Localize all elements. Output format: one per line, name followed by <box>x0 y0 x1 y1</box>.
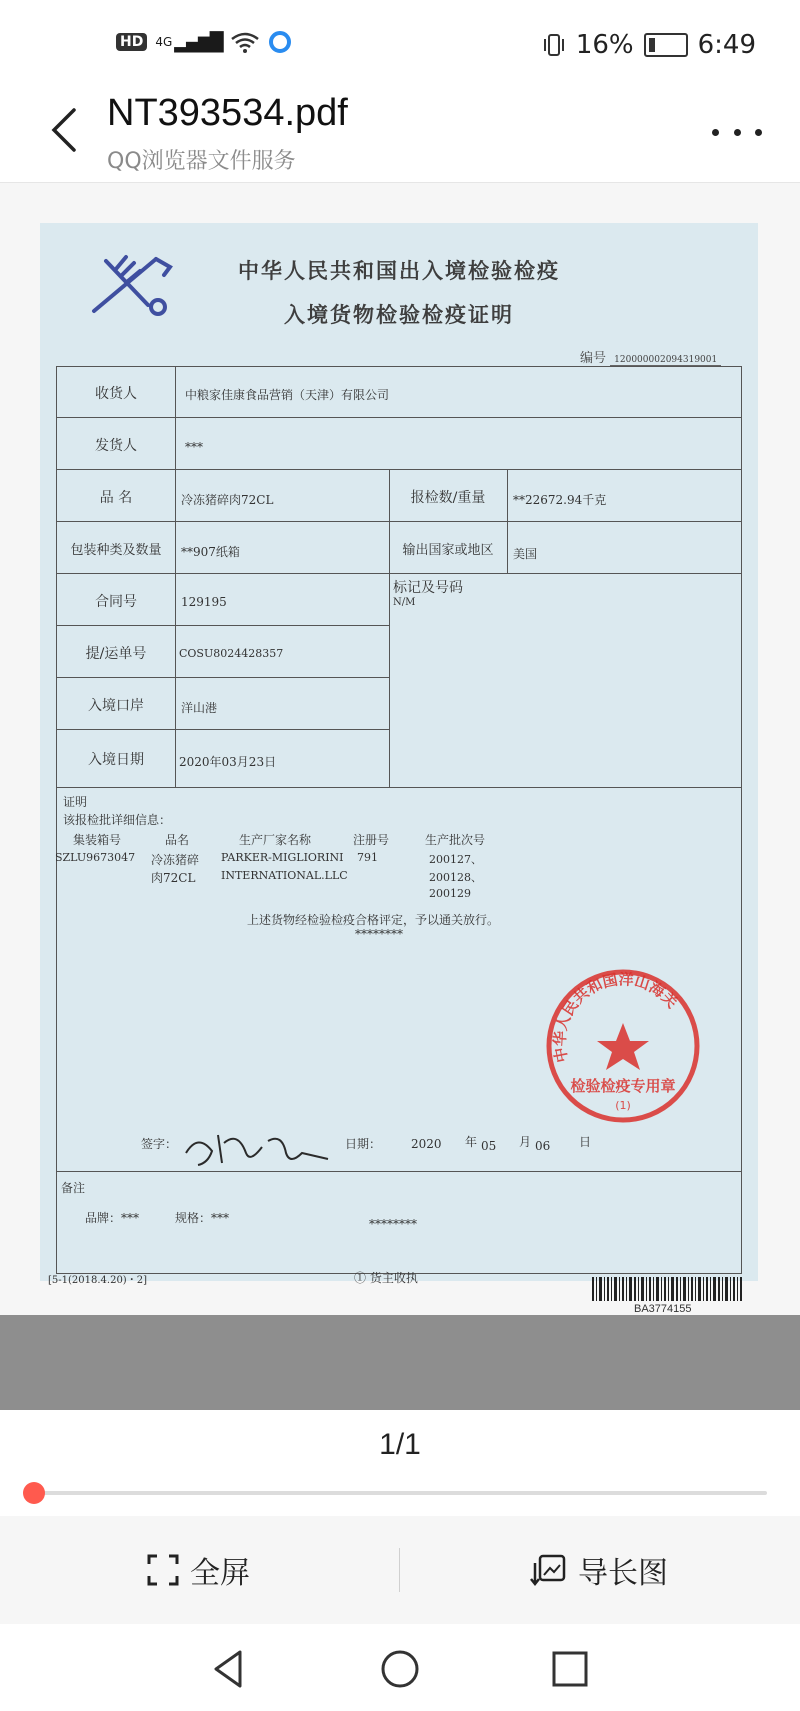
qq-browser-icon <box>268 30 292 54</box>
wifi-icon <box>230 31 260 53</box>
row-divider <box>57 417 741 418</box>
back-button[interactable] <box>44 100 84 160</box>
back-arrow-icon <box>44 100 84 160</box>
marks-value: N/M <box>393 597 416 608</box>
row-divider <box>57 573 741 574</box>
row-divider <box>57 521 741 522</box>
battery-icon <box>644 33 688 57</box>
port-label: 入境口岸 <box>88 698 144 714</box>
reg-no: 791 <box>357 851 378 864</box>
more-dot-icon <box>734 129 741 136</box>
toolbar-divider <box>399 1548 400 1592</box>
app-header <box>0 92 800 182</box>
consignor-value: *** <box>185 440 203 454</box>
fullscreen-button[interactable] <box>146 1516 250 1624</box>
nav-back-button[interactable] <box>204 1644 254 1694</box>
official-seal <box>538 961 708 1131</box>
col-maker-header: 生产厂家名称 <box>239 833 312 847</box>
col-batch-header: 生产批次号 <box>425 833 486 847</box>
copy-type: ① 货主收执 <box>354 1271 418 1285</box>
sign-label: 签字： <box>141 1137 178 1151</box>
pdf-viewer[interactable] <box>0 183 800 1315</box>
seal-text-bottom: 检验检疫专用章 <box>570 1077 676 1095</box>
batch-2: 200128、 <box>429 871 482 884</box>
handwritten-signature <box>178 1123 338 1171</box>
barcode-number: BA3774155 <box>634 1303 692 1315</box>
network-label: 4G <box>155 35 173 49</box>
batch-3: 200129 <box>429 887 471 900</box>
conclusion-text: 上述货物经检验检疫合格评定，予以通关放行。 <box>247 913 500 927</box>
page-slider-handle[interactable] <box>23 1482 45 1504</box>
more-dot-icon <box>755 129 762 136</box>
pdf-page <box>40 223 758 1315</box>
consignee-label: 收货人 <box>95 386 137 402</box>
battery-percent: 16% <box>575 30 634 60</box>
sign-day-unit: 日 <box>579 1135 592 1149</box>
cert-number <box>580 347 721 366</box>
more-dot-icon <box>712 129 719 136</box>
page-slider[interactable] <box>32 1491 767 1495</box>
row-divider <box>57 1171 741 1172</box>
row-divider <box>57 787 741 788</box>
consignee-value: 中粮家佳康食品营销（天津）有限公司 <box>185 388 390 402</box>
vibrate-icon <box>542 32 566 58</box>
hd-badge: HD <box>116 33 147 51</box>
nav-recents-icon <box>545 1644 595 1694</box>
sign-month: 05 <box>481 1139 497 1153</box>
signal-icon: ▂▄▆█ <box>174 31 222 53</box>
nav-recents-button[interactable] <box>545 1644 595 1694</box>
doc-title-line1: 中华人民共和国出入境检验检疫 <box>238 259 560 283</box>
proof-heading: 证明 <box>63 795 88 809</box>
col-reg-header: 注册号 <box>353 833 390 847</box>
goods-label: 品 名 <box>99 490 133 506</box>
seal-code: (1) <box>615 1099 631 1112</box>
form-code: [5-1(2018.4.20)・2] <box>48 1275 147 1286</box>
container-no: SZLU9673047 <box>55 851 136 864</box>
viewer-background <box>0 1315 800 1410</box>
remarks-spec: 规格：*** <box>175 1211 230 1225</box>
col-divider <box>175 367 176 787</box>
sign-date-label: 日期： <box>345 1137 382 1151</box>
nav-home-icon <box>375 1644 425 1694</box>
conclusion-stars: ******** <box>355 927 403 941</box>
fullscreen-icon <box>146 1553 180 1587</box>
maker-line1: PARKER-MIGLIORINI <box>221 851 344 864</box>
entry-date-value: 2020年03月23日 <box>179 755 277 769</box>
maker-line2: INTERNATIONAL.LLC <box>221 869 348 882</box>
cert-number-label: 编号 <box>580 351 607 366</box>
barcode-icon <box>592 1277 742 1301</box>
package-value: **907纸箱 <box>181 545 240 559</box>
port-value: 洋山港 <box>181 701 218 715</box>
remarks-stars: ******** <box>369 1217 417 1231</box>
package-label: 包装种类及数量 <box>70 543 162 558</box>
quantity-value: **22672.94千克 <box>513 493 607 507</box>
system-nav-bar <box>0 1624 800 1711</box>
doc-title-line2: 入境货物检验检疫证明 <box>284 303 514 327</box>
entry-date-label: 入境日期 <box>88 752 144 768</box>
col-container-header: 集装箱号 <box>73 833 122 847</box>
fullscreen-label: 全屏 <box>190 1556 250 1591</box>
origin-value: 美国 <box>513 547 538 561</box>
more-options-button[interactable] <box>712 122 762 142</box>
status-bar <box>0 0 800 92</box>
bottom-toolbar <box>0 1516 800 1624</box>
remarks-brand: 品牌：*** <box>85 1211 140 1225</box>
product-line2: 肉72CL <box>151 871 196 885</box>
nav-back-icon <box>204 1644 254 1694</box>
product-line1: 冷冻猪碎 <box>151 853 200 867</box>
goods-value: 冷冻猪碎肉72CL <box>181 493 274 507</box>
export-long-image-label: 导长图 <box>578 1556 668 1591</box>
origin-label: 输出国家或地区 <box>402 543 494 558</box>
row-divider <box>57 677 389 678</box>
sign-year-unit: 年 <box>465 1135 478 1149</box>
contract-value: 129195 <box>181 595 227 609</box>
contract-label: 合同号 <box>95 594 137 610</box>
bl-value: COSU8024428357 <box>179 647 284 660</box>
cert-number-value: 120000002094319001 <box>610 355 721 366</box>
nav-home-button[interactable] <box>375 1644 425 1694</box>
clock: 6:49 <box>697 30 756 60</box>
file-source: QQ浏览器文件服务 <box>107 149 296 174</box>
seal-text-top: 中华人民共和国洋山海关 <box>550 970 682 1064</box>
row-divider <box>57 469 741 470</box>
certificate-form <box>56 366 742 1274</box>
long-image-icon <box>530 1553 568 1587</box>
quantity-label: 报检数/重量 <box>410 490 486 506</box>
consignor-label: 发货人 <box>95 438 137 454</box>
row-divider <box>57 729 389 730</box>
sign-day: 06 <box>535 1139 551 1153</box>
marks-label: 标记及号码 <box>393 580 463 596</box>
sign-month-unit: 月 <box>519 1135 532 1149</box>
remarks-label: 备注 <box>61 1181 86 1195</box>
batch-1: 200127、 <box>429 853 482 866</box>
export-long-image-button[interactable] <box>530 1516 668 1624</box>
row-divider <box>57 625 389 626</box>
col-divider <box>389 469 390 787</box>
file-title: NT393534.pdf <box>107 92 348 134</box>
col-divider <box>507 469 508 573</box>
col-product-header: 品名 <box>165 833 190 847</box>
sign-year: 2020 <box>411 1137 442 1151</box>
bl-label: 提/运单号 <box>85 646 147 662</box>
page-indicator: 1/1 <box>379 1428 421 1461</box>
proof-intro: 该报检批详细信息： <box>63 813 172 827</box>
